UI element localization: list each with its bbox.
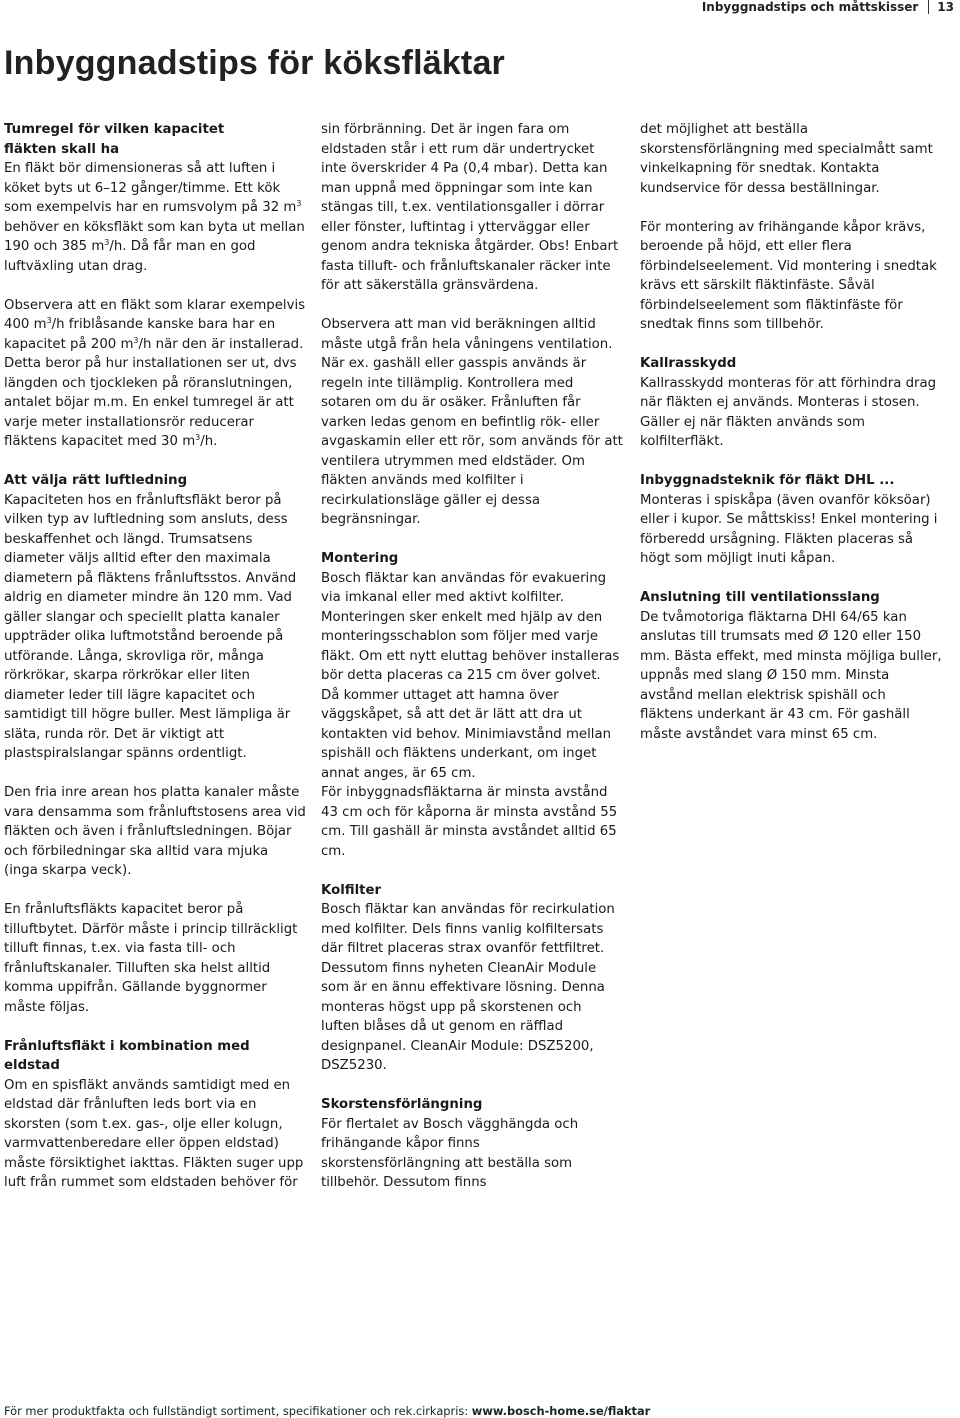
section-backdraft xyxy=(640,354,942,452)
section-hose-connection xyxy=(640,588,942,744)
paragraph-min-distance: För inbyggnadsfläktarna är minsta avstånd 43 cm och för kåporna är minsta avstånd 55 cm. Till gashäll är minsta avståndet alltid 65 cm. xyxy=(321,785,618,859)
section-carbon-filter xyxy=(321,881,623,1076)
column-1-top xyxy=(4,120,306,783)
paragraph-mounting: Bosch fläktar kan användas för evakuering via imkanal eller med aktivt kolfilter. Monteringen sker enkelt med hjälp av den monteringsschablon som följer med varje fläkt. Om ett nytt eluttag behöver installeras bör detta placeras ca 215 cm över golvet. Då kommer uttaget att hamna över väggskåpet, så att det är lätt att dra ut kontakten vid behov. Minimiavstånd mellan spishäll och fläktens underkant, om inget annat anges, är 65 cm. xyxy=(321,570,620,781)
paragraph-hose-connection: De tvåmotoriga fläktarna DHI 64/65 kan anslutas till trumsats med Ø 120 eller 150 mm. Bästa effekt, med minsta möjliga buller, uppnås med slang Ø 150 mm. Minsta avstånd mellan elektrisk spishäll och fläktens underkant är 43 cm. För gashäll måste avståndet vara minst 65 cm. xyxy=(640,609,942,742)
section-chimney-extension xyxy=(321,1095,623,1193)
heading-backdraft: Kallrasskydd xyxy=(640,356,737,371)
column-3 xyxy=(640,120,942,764)
paragraph-carbon-filter: Bosch fläktar kan användas för recirkulation med kolfilter. Dels finns vanlig kolfiltersats där filtret placeras strax ovanför fettfiltret. Dessutom finns nyheten CleanAir Module som är en ännu effektivare lösning. Denna monteras högst upp på skorstenen och luften blåses då ut genom en räfflad designpanel. CleanAir Module: DSZ5200, DSZ5230. xyxy=(321,902,615,1073)
heading-fireplace: Frånluftsfläkt i kombination med eldstad xyxy=(4,1038,250,1073)
heading-duct: Att välja rätt luftledning xyxy=(4,473,188,488)
paragraph-flat-ducts: Den fria inre arean hos platta kanaler måste vara densamma som frånluftstosens area vid fläkten och även i frånluftsledningen. Böjar och förbiledningar ska alltid vara mjuka (inga skarpa veck). xyxy=(4,785,306,878)
paragraph-capacity-b: behöver en köksfläkt som kan byta ut mellan 190 och 385 m xyxy=(4,219,305,254)
paragraph-capacity-c: /h. Då får man en god luftväxling utan drag. xyxy=(4,239,256,274)
footer-text: För mer produktfakta och fullständigt sortiment, specifikationer och rek.cirkapris: xyxy=(4,1404,472,1418)
page-footer xyxy=(4,1404,650,1418)
heading-built-in: Inbyggnadsteknik för fläkt DHL ... xyxy=(640,473,895,488)
paragraph-built-in: Monteras i spiskåpa (även ovanför köksöar) eller i kupor. Se måttskiss! Enkel montering i förberedd ursågning. Fläkten placeras så högt som möjligt inuti kåpan. xyxy=(640,492,938,566)
heading-chimney-extension: Skorstensförlängning xyxy=(321,1097,483,1112)
heading-capacity-line1: Tumregel för vilken kapacitet xyxy=(4,122,225,137)
paragraph-backdraft: Kallrasskydd monteras för att förhindra drag när fläkten ej används. Monteras i stosen. Gäller ej när fläkten används som kolfilterfläkt. xyxy=(640,375,937,449)
paragraph-calculation: Observera att man vid beräkningen alltid måste utgå från hela våningens ventilation. När ex. gashäll eller gasspis används är regeln inte tillämplig. Kontrollera med sotaren om du är osäker. Frånluften får varken ledas genom en befintlig rök- eller avgaskamin eller ett rör, som används för att ventilera utrymmen med eldstäder. Om fläkten används med kolfilter i recirkulationsläge gäller ej dessa begränsningar. xyxy=(321,317,623,527)
paragraph-capacity-a: En fläkt bör dimensioneras så att luften i köket byts ut 6–12 gånger/timme. Ett kök som exempelvis har en rumsvolym på 32 m xyxy=(4,161,297,215)
heading-hose-connection: Anslutning till ventilationsslang xyxy=(640,590,880,605)
heading-mounting: Montering xyxy=(321,551,399,566)
column-2-top xyxy=(321,120,623,803)
running-title: Inbyggnadstips och måttskisser xyxy=(701,0,919,14)
page-number: 13 xyxy=(937,0,954,14)
heading-carbon-filter: Kolfilter xyxy=(321,882,382,898)
paragraph-supply-air: En frånluftsfläkts kapacitet beror på tilluftbytet. Därför måste i princip tillräckligt tilluft finnas, t.ex. via fasta till- och frånluftskanaler. Tilluften ska helst alltid komma uppifrån. Gällande byggnormer måste följas. xyxy=(4,902,298,1015)
page-title: Inbyggnadstips för köksfläktar xyxy=(4,44,505,82)
footer-link[interactable]: www.bosch-home.se/flaktar xyxy=(471,1404,651,1418)
paragraph-fireplace: Om en spisfläkt används samtidigt med en eldstad där frånluften leds bort via en skorsten (som t.ex. gas-, olje eller kolugn, varmvattenberedare eller öppen eldstad) måste försiktighet iakttas. Fläkten suger upp luft från rummet som eldstaden behöver för xyxy=(4,1077,304,1190)
section-fireplace xyxy=(4,1037,306,1193)
paragraph-special-extension: det möjlighet att beställa skorstensförlängning med specialmått samt vinkelkapning för snedtak. Kontakta kundservice för dessa beställningar. xyxy=(640,122,933,196)
paragraph-chimney-extension: För flertalet av Bosch vägghängda och frihängande kåpor finns skorstensförlängning att beställa som tillbehör. Dessutom finns xyxy=(321,1116,579,1190)
heading-capacity-line2: fläkten skall ha xyxy=(4,141,120,157)
section-built-in xyxy=(640,471,942,569)
column-1-bottom xyxy=(4,783,306,1212)
section-mounting xyxy=(321,549,623,783)
paragraph-duct: Kapaciteten hos en frånluftsfläkt beror på vilken typ av luftledning som ansluts, dess beskaffenhet och längd. Trumsatsens diameter väljs alltid efter den maximala diametern på fläktens frånluftsstos. Använd aldrig en diameter mindre än 120 mm. Vad gäller slangar och speciellt platta kanaler uppträder olika luftmotstånd beroende på utförande. Långa, skrovliga rör, många rörkrökar, skarpa rörkrökar eller liten diameter leder till lägre kapacitet och samtidigt till högre buller. Mest lämpliga är släta, runda rör. Det är viktigt att plastspiralslangar spänns ordentligt. xyxy=(4,492,297,761)
column-2-bottom xyxy=(321,783,623,1212)
running-header xyxy=(702,0,960,14)
section-duct xyxy=(4,471,306,764)
section-capacity: Tumregel för vilken kapacitet fläkten skall ha En fläkt bör dimensioneras så att luften i köket byts ut 6–12 gånger/timme. Ett kök som exempelvis har en rumsvolym på 32 $m^3$ behöver en köksfläkt som kan byta ut mellan 190 och 385 $m^3/h$. Då får man en god luftväxling utan drag. xyxy=(4,122,305,274)
paragraph-observe: Observera att en fläkt som klarar exempelvis 400 $m^3/h$ friblåsande kanske bara har en kapacitet på 200 $m^3/h$ när den är installerad. Detta beror på hur installationen ser ut, dvs längden och tjockleken på röranslutningen, antalet böjar m.m. En enkel tumregel är att varje meter installationsrör reducerar fläktens kapacitet med 30 $m^3/h$. xyxy=(4,297,306,449)
paragraph-connecting-elements: För montering av frihängande kåpor krävs, beroende på höjd, ett eller flera förbindelseelement. Vid montering i snedtak krävs ett särskilt fläktinfäste. Såväl förbindelseelement som fläktinfäste för snedtak finns som tillbehör. xyxy=(640,219,937,332)
paragraph-combustion: sin förbränning. Det är ingen fara om eldstaden står i ett rum där undertrycket inte överskrider 4 Pa (0,4 mbar). Detta kan man uppnå med öppningar som inte kan stängas till, t.ex. ventilationsgaller i dörrar eller fönster, luftintag i ytterväggar eller genom andra tekniska åtgärder. Obs! Enbart fasta tilluft- och frånluftskanaler räcker inte för att säkerställa gränsvärdena. xyxy=(321,122,619,293)
